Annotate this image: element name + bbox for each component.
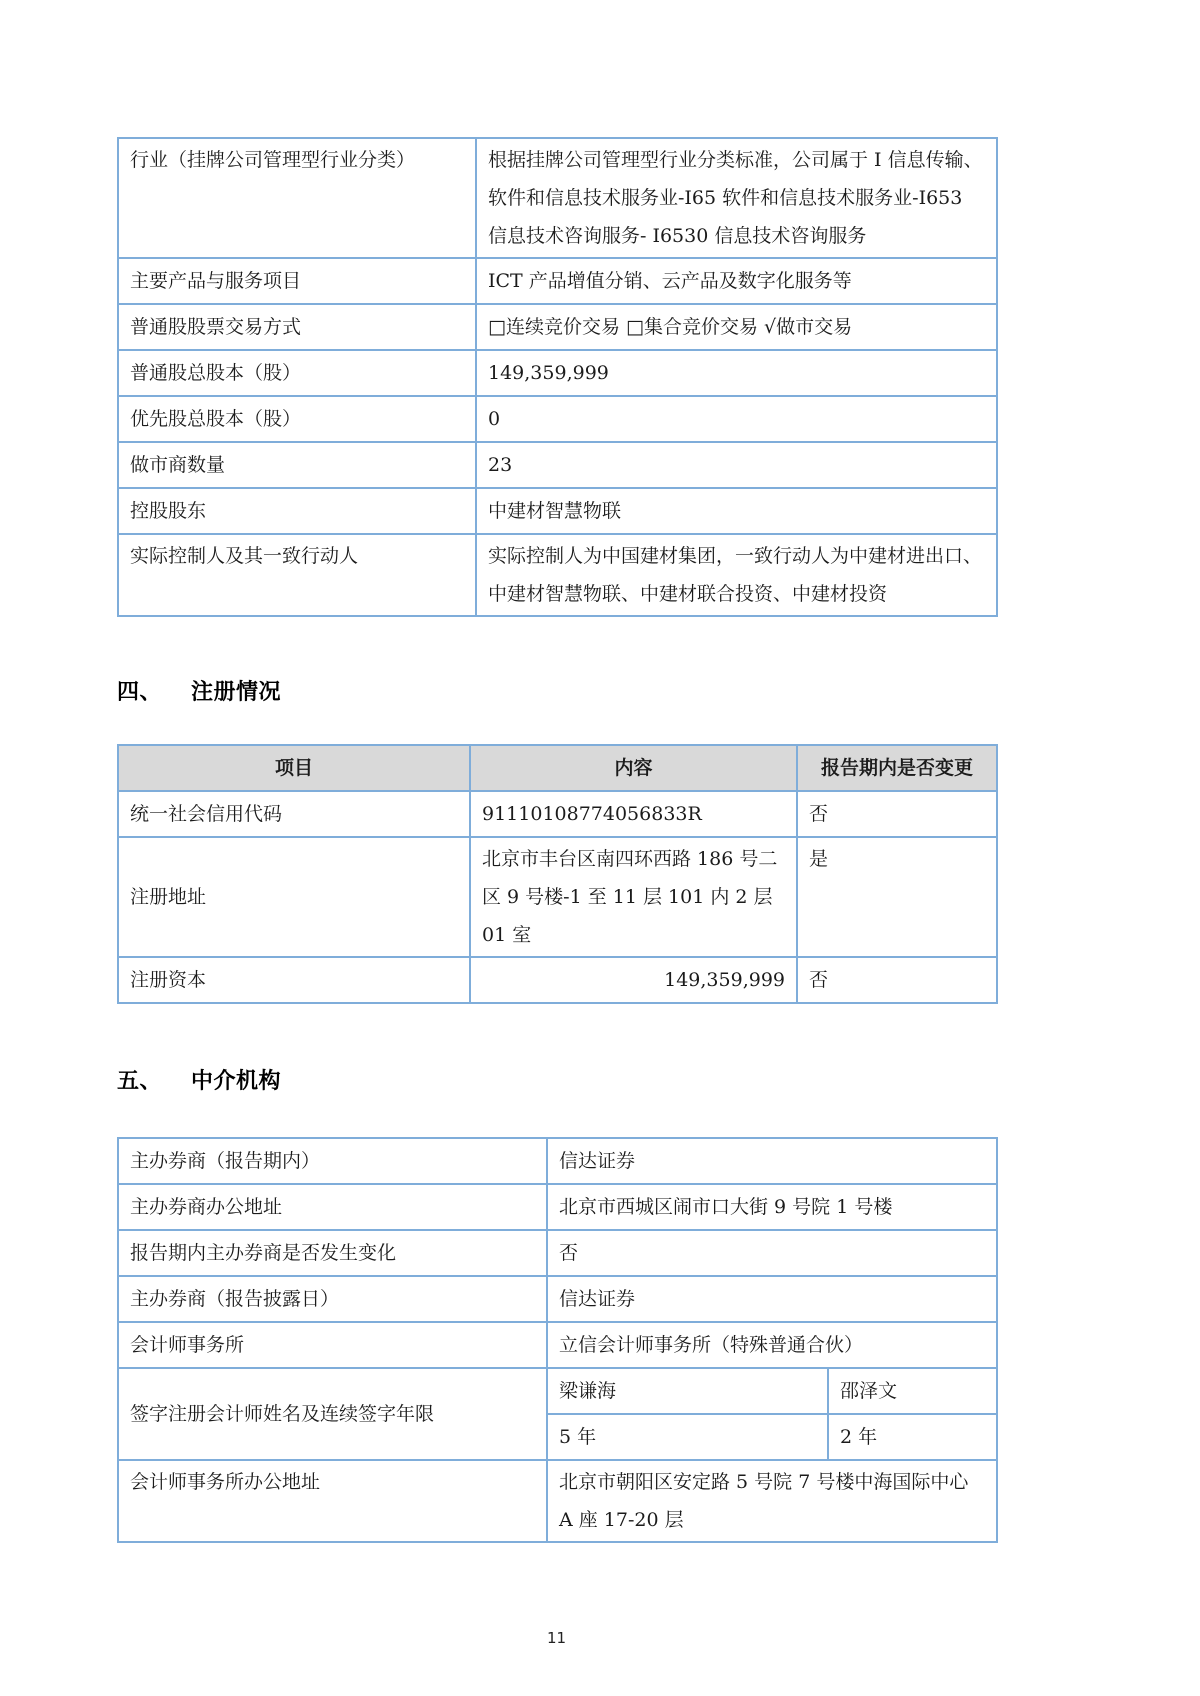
row-label: 报告期内主办券商是否发生变化	[118, 1230, 547, 1276]
section-title: 中介机构	[191, 1069, 282, 1094]
page-number: 11	[546, 1629, 567, 1647]
table-header-row	[118, 745, 997, 791]
table-row	[118, 488, 997, 534]
table-row	[118, 534, 997, 616]
section-title: 注册情况	[191, 680, 282, 705]
company-info-table	[117, 137, 998, 617]
row-label: 行业（挂牌公司管理型行业分类）	[118, 138, 476, 258]
table-row	[118, 837, 997, 957]
section-number: 五、	[117, 1069, 163, 1094]
row-label: 主办券商（报告披露日）	[118, 1276, 547, 1322]
row-label: 优先股总股本（股）	[118, 396, 476, 442]
table-row	[118, 1138, 997, 1184]
table-row	[118, 350, 997, 396]
table-row	[118, 957, 997, 1003]
row-changed: 否	[797, 957, 997, 1003]
table-row	[118, 1230, 997, 1276]
row-label: 控股股东	[118, 488, 476, 534]
intermediary-table	[117, 1137, 998, 1543]
section-number: 四、	[117, 680, 163, 705]
row-label: 签字注册会计师姓名及连续签字年限	[118, 1368, 547, 1460]
column-header: 内容	[470, 745, 797, 791]
table-row	[118, 304, 997, 350]
accountant-years: 5 年	[547, 1414, 828, 1460]
row-label: 主要产品与服务项目	[118, 258, 476, 304]
accountant-years: 2 年	[828, 1414, 997, 1460]
row-value: 149,359,999	[476, 350, 997, 396]
column-header: 报告期内是否变更	[797, 745, 997, 791]
row-label: 主办券商（报告期内）	[118, 1138, 547, 1184]
row-value: 0	[476, 396, 997, 442]
row-label: 注册资本	[118, 957, 470, 1003]
table-row	[118, 1184, 997, 1230]
table-row	[118, 791, 997, 837]
table-row-accountant-names	[118, 1368, 997, 1414]
column-header: 项目	[118, 745, 470, 791]
row-value: 23	[476, 442, 997, 488]
table-row	[118, 1322, 997, 1368]
table-row	[118, 396, 997, 442]
table-row	[118, 1276, 997, 1322]
row-value: 信达证券	[547, 1138, 997, 1184]
table-row	[118, 1460, 997, 1542]
row-label: 会计师事务所	[118, 1322, 547, 1368]
row-value: □连续竞价交易 □集合竞价交易 √做市交易	[476, 304, 997, 350]
row-value: 信达证券	[547, 1276, 997, 1322]
row-label: 统一社会信用代码	[118, 791, 470, 837]
row-content: 149,359,999	[470, 957, 797, 1003]
registration-table	[117, 744, 998, 1004]
row-value: 根据挂牌公司管理型行业分类标准，公司属于 I 信息传输、软件和信息技术服务业-I65 软件和信息技术服务业-I653 信息技术咨询服务- I6530 信息技术咨询服务	[476, 138, 997, 258]
row-changed: 是	[797, 837, 997, 957]
row-label: 普通股总股本（股）	[118, 350, 476, 396]
row-value: 立信会计师事务所（特殊普通合伙）	[547, 1322, 997, 1368]
section-heading-intermediary	[117, 1064, 1200, 1095]
row-label: 主办券商办公地址	[118, 1184, 547, 1230]
row-value: 北京市朝阳区安定路 5 号院 7 号楼中海国际中心 A 座 17-20 层	[547, 1460, 997, 1542]
row-content: 91110108774056833R	[470, 791, 797, 837]
row-value: 北京市西城区闹市口大街 9 号院 1 号楼	[547, 1184, 997, 1230]
row-label: 会计师事务所办公地址	[118, 1460, 547, 1542]
row-label: 注册地址	[118, 837, 470, 957]
accountant-name: 邵泽文	[828, 1368, 997, 1414]
row-label: 普通股股票交易方式	[118, 304, 476, 350]
row-value: 中建材智慧物联	[476, 488, 997, 534]
row-value: ICT 产品增值分销、云产品及数字化服务等	[476, 258, 997, 304]
row-value: 实际控制人为中国建材集团，一致行动人为中建材进出口、中建材智慧物联、中建材联合投资、中建材投资	[476, 534, 997, 616]
table-row	[118, 258, 997, 304]
row-changed: 否	[797, 791, 997, 837]
row-value: 否	[547, 1230, 997, 1276]
row-label: 做市商数量	[118, 442, 476, 488]
table-row	[118, 442, 997, 488]
row-label: 实际控制人及其一致行动人	[118, 534, 476, 616]
row-content: 北京市丰台区南四环西路 186 号二区 9 号楼-1 至 11 层 101 内 2 层 01 室	[470, 837, 797, 957]
table-row	[118, 138, 997, 258]
accountant-name: 梁谦海	[547, 1368, 828, 1414]
section-heading-registration	[117, 675, 1200, 706]
